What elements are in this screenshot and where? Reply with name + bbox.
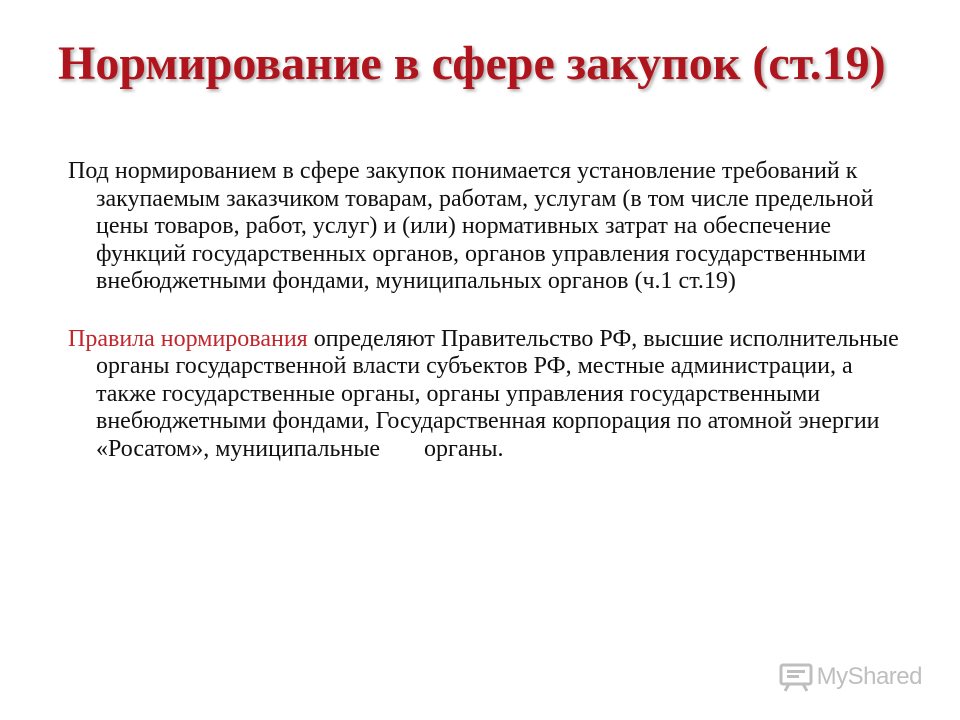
- presentation-icon: [779, 662, 813, 692]
- slide-body: [68, 158, 908, 463]
- rules-text: определяют Правительство РФ, высшие исполнительные органы государственной власти субъектов РФ, местные администрации, а также государственные органы, органы управления государственными внебюджетными фондами, Государственная корпорация по атомной энергии «Росатом», муниципальные: [96, 325, 899, 462]
- rules-highlight: Правила нормирования: [68, 325, 308, 352]
- slide-title: Нормирование в сфере закупок (ст.19): [58, 37, 886, 90]
- paragraph-definition: Под нормированием в сфере закупок понимается установление требований к закупаемым заказчиком товарам, работам, услугам (в том числе предельной цены товаров, работ, услуг) и (или) нормативных затрат на обеспечение функций государственных органов, органов управления государственными внебюджетными фондами, муниципальных органов (ч.1 ст.19): [68, 158, 874, 294]
- watermark-text: MyShared: [816, 663, 922, 690]
- watermark: [779, 662, 922, 692]
- rules-tail: органы.: [424, 435, 504, 462]
- paragraph-rules: [68, 326, 908, 464]
